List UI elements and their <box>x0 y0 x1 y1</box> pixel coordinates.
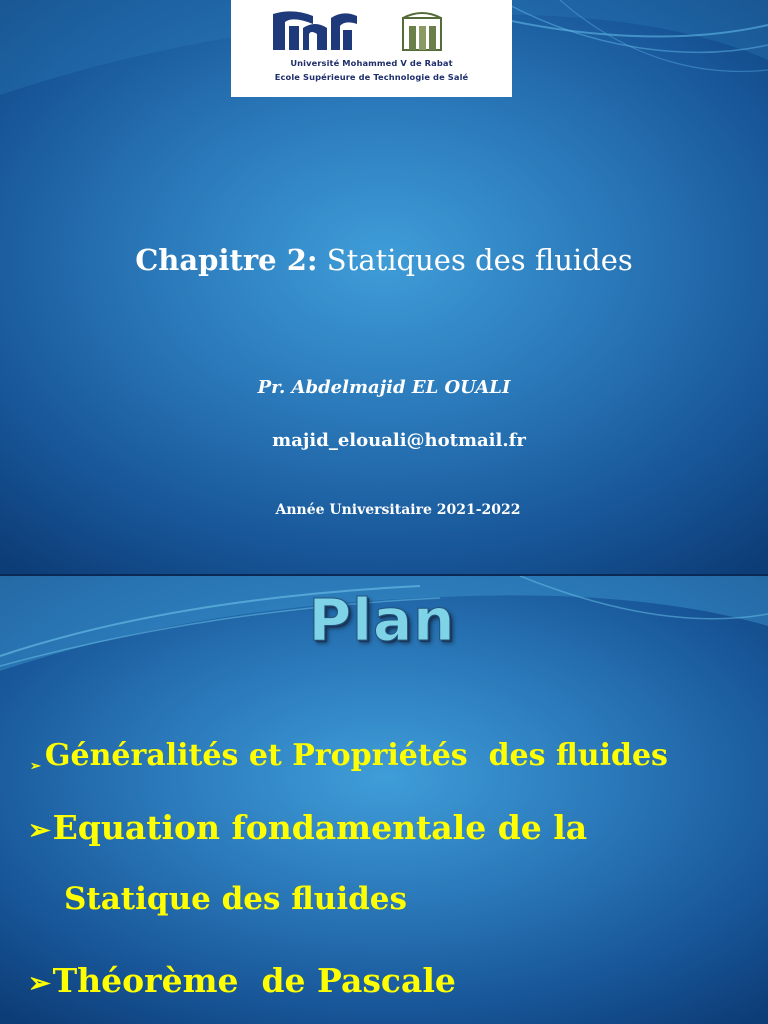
plan-slide <box>0 574 768 1024</box>
plan-item-label: Généralités et Propriétés des fluides <box>44 738 668 773</box>
university-emblem-icon <box>231 0 512 97</box>
university-logo <box>231 0 512 97</box>
plan-item-generalites <box>30 738 668 774</box>
plan-item-equation <box>28 808 587 847</box>
plan-item-label: Théorème de Pascale <box>52 961 456 1000</box>
plan-title: Plan <box>308 586 456 654</box>
chapter-title <box>0 243 768 277</box>
plan-item-equation-continued: Statique des fluides <box>64 881 407 917</box>
chapter-subject: Statiques des fluides <box>317 243 633 277</box>
logo-university-name: Université Mohammed V de Rabat <box>290 58 453 68</box>
arrow-bullet-icon: ➢ <box>28 815 51 846</box>
chapter-label: Chapitre 2: <box>135 243 318 277</box>
arrow-bullet-icon: ➢ <box>28 968 51 999</box>
plan-item-label: Equation fondamentale de la <box>52 808 588 847</box>
author-name: Pr. Abdelmajid EL OUALI <box>257 377 511 398</box>
logo-school-name: Ecole Supérieure de Technologie de Salé <box>274 72 469 82</box>
academic-year: Année Universitaire 2021-2022 <box>275 502 521 518</box>
author-email: majid_elouali@hotmail.fr <box>272 430 526 451</box>
arrow-bullet-icon: ➢ <box>30 759 41 774</box>
plan-item-pascal <box>28 961 456 1000</box>
